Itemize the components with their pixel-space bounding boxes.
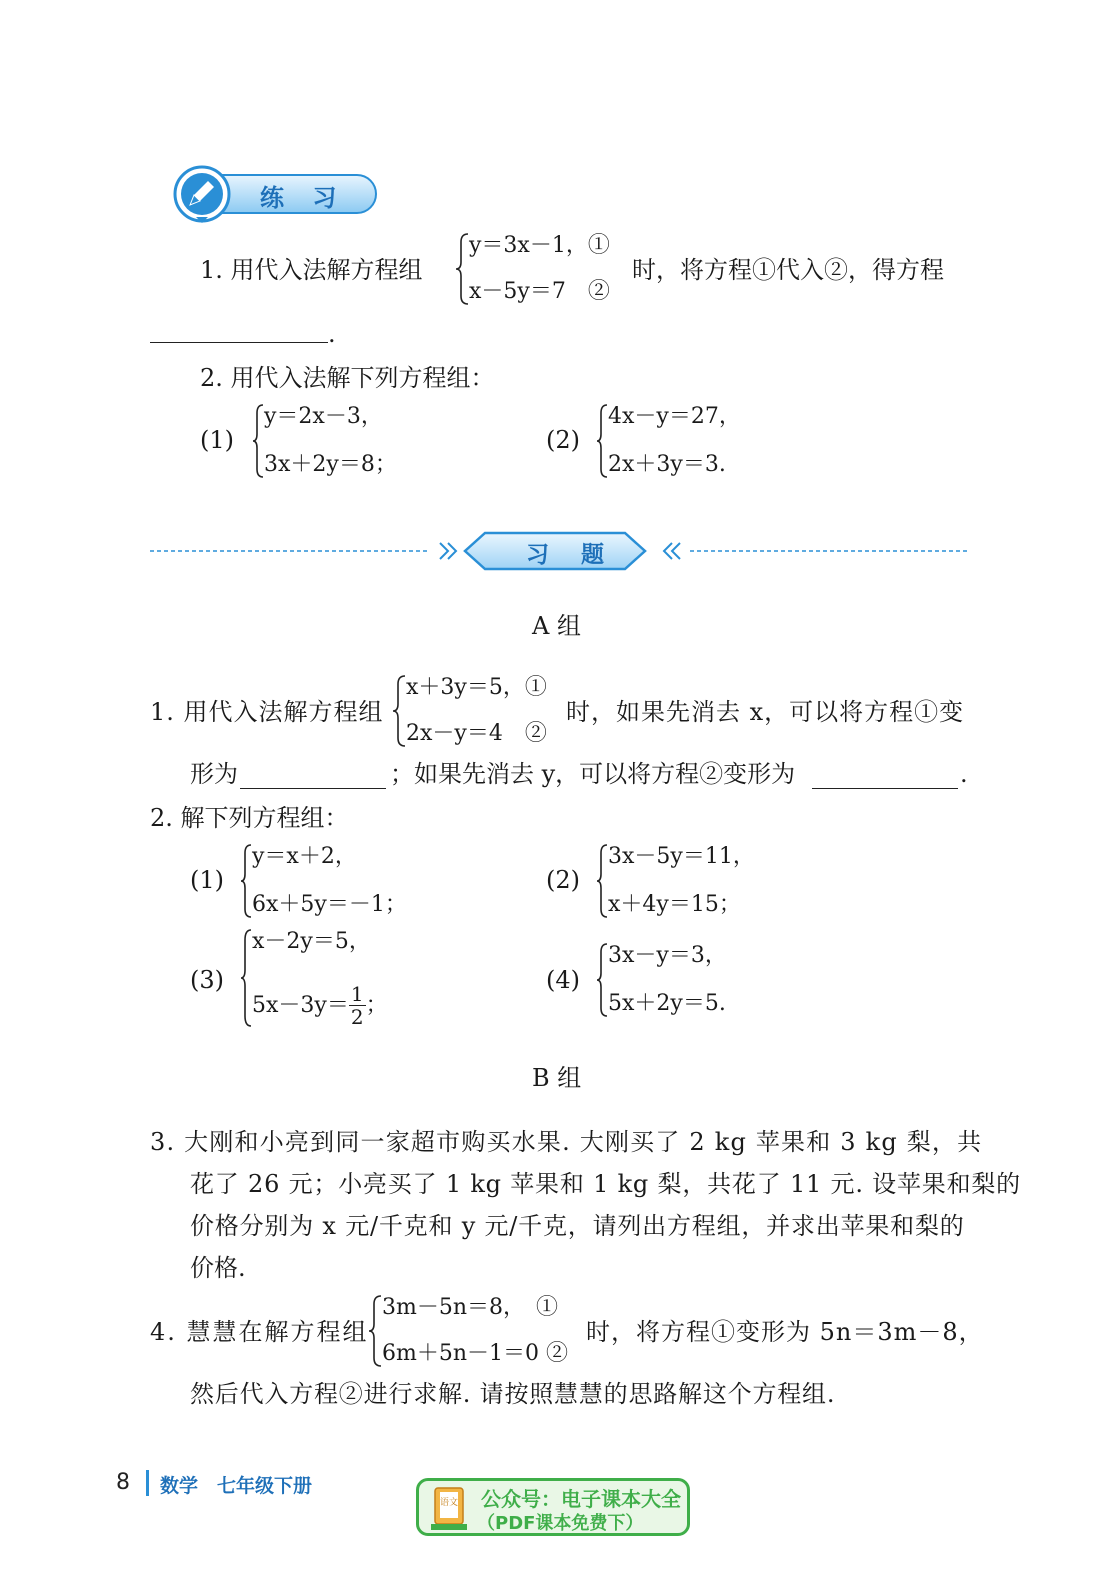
exercise-2-p2-system <box>596 843 755 919</box>
practice-q2-p2-system <box>596 403 741 479</box>
exercise-1-blank-1[interactable] <box>240 758 386 789</box>
exercise-4-eq1: 3m－5n＝8， ① <box>382 1295 559 1320</box>
fraction-one-half <box>349 983 366 1028</box>
practice-banner <box>150 165 380 223</box>
fraction-denominator: 2 <box>350 1005 364 1029</box>
practice-q2-p2-label: (2) <box>546 426 580 454</box>
fraction-numerator: 1 <box>350 982 364 1006</box>
practice-q1-blank[interactable] <box>150 312 328 343</box>
exercise-2-p2-eq1: 3x－5y＝11， <box>608 844 755 869</box>
exercise-2-p1-system <box>240 843 407 919</box>
exercise-3-line1: 3. 大刚和小亮到同一家超市购买水果. 大刚买了 2 kg 苹果和 3 kg 梨，共 <box>150 1128 983 1156</box>
practice-q2-p1-eq2: 3x＋2y＝8； <box>264 452 397 477</box>
exercise-1-system <box>392 674 547 748</box>
exercise-2-p3-eq1: x－2y＝5， <box>252 929 371 954</box>
practice-q1-end: . <box>328 320 336 348</box>
exercise-2-p3-eq2-end: ； <box>365 992 388 1018</box>
exercise-2-p3-system <box>240 928 388 1028</box>
practice-heading: 练 习 <box>260 184 347 212</box>
book-icon <box>431 1486 471 1532</box>
practice-q2-p2-eq1: 4x－y＝27， <box>608 404 741 429</box>
watermark-box <box>416 1478 690 1536</box>
group-a-title: A 组 <box>532 612 581 640</box>
exercise-2-p1-label: (1) <box>190 866 224 894</box>
exercise-4-eq2: 6m＋5n－1＝0 ② <box>382 1341 569 1366</box>
exercise-1-blank-2[interactable] <box>812 758 958 789</box>
exercise-1-eq1: x＋3y＝5，① <box>406 675 547 700</box>
exercise-1-line2-c: . <box>960 760 968 788</box>
practice-q1-eq1: y＝3x－1，① <box>469 233 610 258</box>
practice-q2-p1-label: (1) <box>200 426 234 454</box>
exercise-2-label: 2. 解下列方程组： <box>150 804 349 832</box>
exercises-heading: 习 题 <box>526 542 617 568</box>
exercise-2-p3-label: (3) <box>190 966 224 994</box>
footer-divider <box>146 1470 149 1496</box>
watermark-icon-text: 语文 <box>440 1498 459 1508</box>
exercise-2-p1-eq1: y＝x＋2， <box>252 844 357 869</box>
exercise-3-line2: 花了 26 元；小亮买了 1 kg 苹果和 1 kg 梨，共花了 11 元. 设苹果和梨的 <box>190 1170 1021 1198</box>
practice-q1-label: 1. 用代入法解方程组 <box>200 256 423 284</box>
exercise-4-tail: 时，将方程①变形为 5n＝3m－8， <box>586 1318 984 1346</box>
exercise-2-p3-eq2 <box>252 983 388 1028</box>
group-b-title: B 组 <box>532 1064 582 1092</box>
exercise-2-p4-system <box>596 942 727 1018</box>
exercise-2-p4-eq2: 5x＋2y＝5. <box>608 991 726 1016</box>
practice-q2-label: 2. 用代入法解下列方程组： <box>200 364 495 392</box>
exercise-4-label: 4. 慧慧在解方程组 <box>150 1318 369 1346</box>
exercise-4-line2: 然后代入方程②进行求解. 请按照慧慧的思路解这个方程组. <box>190 1380 836 1408</box>
exercise-2-p2-label: (2) <box>546 866 580 894</box>
exercise-3-line4: 价格. <box>190 1254 246 1282</box>
exercise-1-line2-b: ；如果先消去 y，可以将方程②变形为 <box>390 760 796 788</box>
exercise-3-line3: 价格分别为 x 元/千克和 y 元/千克，请列出方程组，并求出苹果和梨的 <box>190 1212 965 1240</box>
practice-q1-eq2: x－5y＝7 ② <box>469 279 610 304</box>
practice-q2-p1-eq1: y＝2x－3， <box>264 404 383 429</box>
practice-q2-p2-eq2: 2x＋3y＝3. <box>608 452 726 477</box>
exercise-1-tail: 时，如果先消去 x，可以将方程①变 <box>566 698 965 726</box>
exercise-2-p4-eq1: 3x－y＝3， <box>608 943 727 968</box>
exercise-2-p1-eq2: 6x＋5y＝－1； <box>252 892 407 917</box>
exercise-2-p2-eq2: x＋4y＝15； <box>608 892 741 917</box>
exercise-4-system <box>368 1294 568 1368</box>
exercise-1-eq2: 2x－y＝4 ② <box>406 721 547 746</box>
page-number: 8 <box>116 1470 130 1495</box>
practice-q1-tail: 时，将方程①代入②，得方程 <box>632 256 944 284</box>
practice-q1-system <box>455 232 610 306</box>
exercises-banner <box>150 530 970 572</box>
watermark-line2: （PDF课本免费下） <box>477 1513 644 1534</box>
exercise-2-p4-label: (4) <box>546 966 580 994</box>
watermark-line1: 公众号：电子课本大全 <box>481 1487 681 1511</box>
book-title: 数学 七年级下册 <box>160 1475 313 1497</box>
exercise-1-line2-a: 形为 <box>190 760 238 788</box>
exercise-1-label: 1. 用代入法解方程组 <box>150 698 384 726</box>
exercise-2-p3-eq2-left: 5x－3y＝ <box>252 992 349 1018</box>
practice-q2-p1-system <box>252 403 397 479</box>
